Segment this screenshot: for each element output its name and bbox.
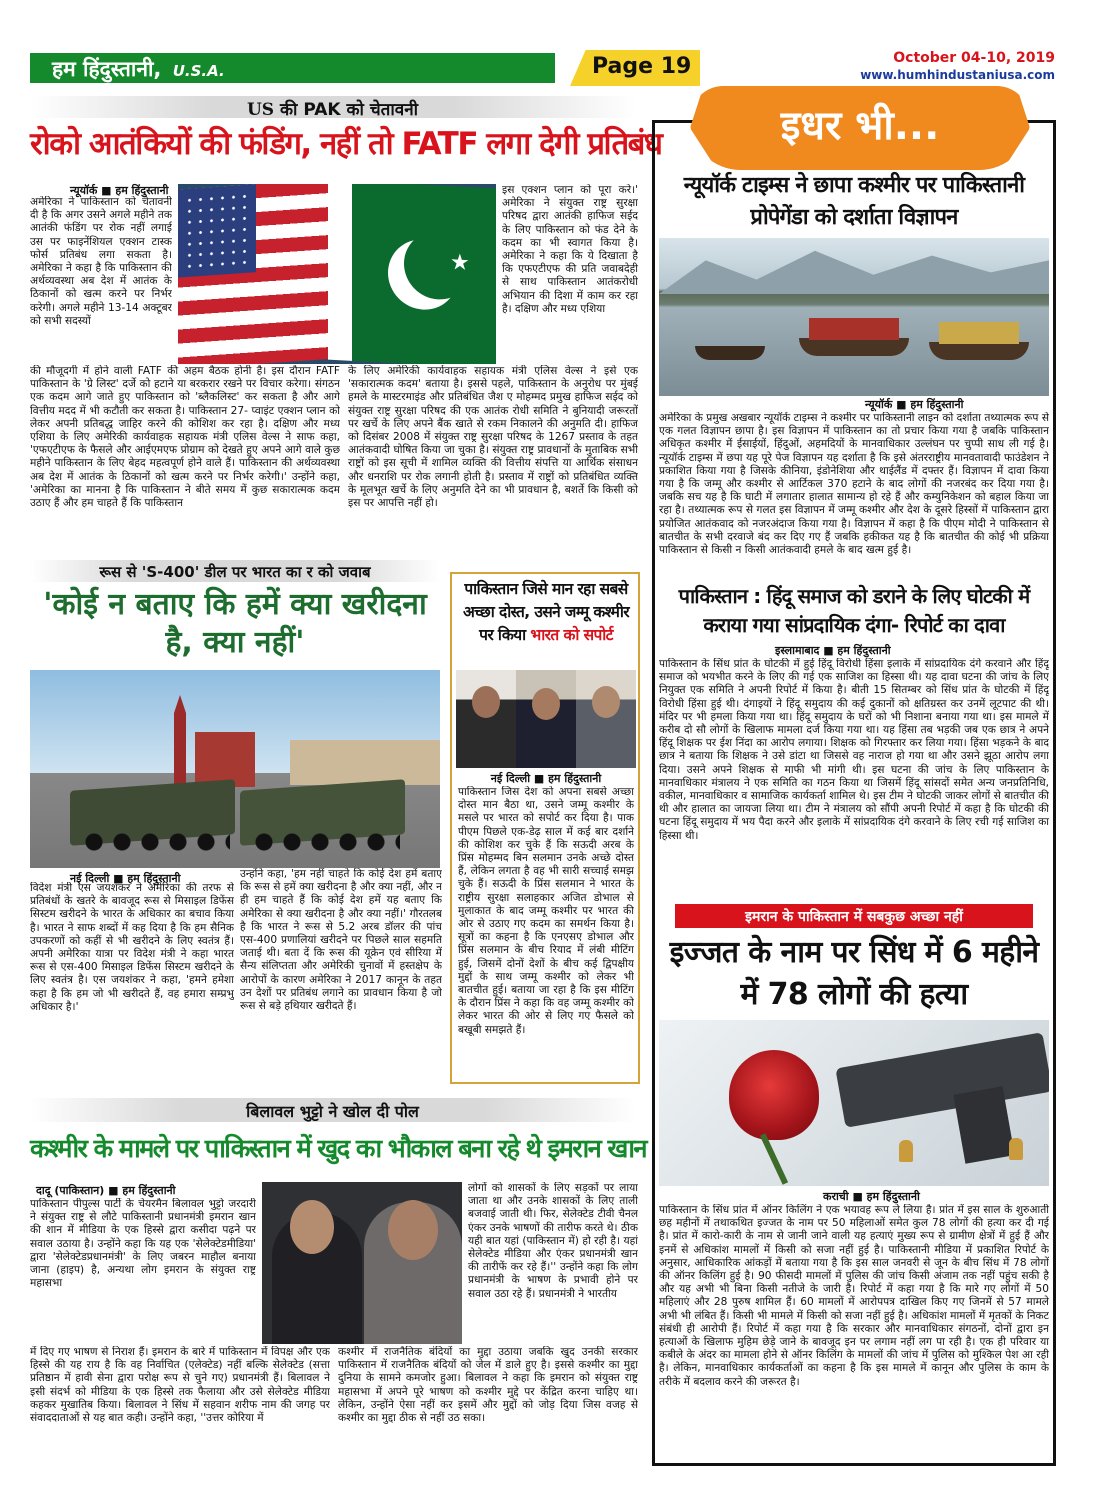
rose-gun-photo: [659, 1020, 1049, 1186]
byline: नई दिल्ली ■ हम हिंदुस्तानी: [490, 772, 602, 785]
body: पाकिस्तान जिस देश को अपना सबसे अच्छा दोस्त मान बैठा था, उसने जम्मू कश्मीर के मसले पर भारत को सपोर्ट कर दिया है। पाक पीएम पिछले एक-डेढ़ साल में कई बार दर्शाने की कोशिश कर चुके हैं कि सऊदी अरब के प्रिंस मोहम्मद बिन सलमान उनके अच्छे दोस्त हैं, लेकिन लगता है वह भी सारी सच्चाई समझ चुके हैं। सऊदी के प्रिंस सलमान ने भारत के राष्ट्रीय सुरक्षा सलाहकार अजित डोभाल से मुलाकात के बाद जम्मू कश्मीर पर भारत की ओर से उठाए गए कदम का समर्थन किया है। सूत्रों का कहना है कि एनएसए डोभाल और प्रिंस सलमान के बीच रियाद में लंबी मीटिंग हुई, जिसमें दोनों देशों के बीच कई द्विपक्षीय मुद्दों के साथ जम्मू कश्मीर को लेकर भी बातचीत हुई। बताया जा रहा है कि इस मीटिंग के दौरान प्रिंस ने कहा कि वह जम्मू कश्मीर को लेकर भारत की ओर से लिए गए फैसले को बखूबी समझते हैं।: [458, 786, 634, 1036]
shikara-boat-1: [695, 346, 765, 360]
imran-khan-figure: [576, 670, 636, 768]
kicker: US की PAK को चेतावनी: [246, 100, 419, 120]
masthead: [30, 50, 1065, 86]
body: पाकिस्तान के सिंध प्रांत में ऑनर किलिंग ने एक भयावह रूप ले लिया है। प्रांत में इस साल के शुरुआती छह महीनों में तथाकथित इज्जत के नाम पर 50 महिलाओं समेत कुल 78 लोगों की हत्या कर दी गई है। प्रांत में कारो-कारी के नाम से जानी जाने वाली यह हत्याएं मुख्य रूप से ग्रामीण क्षेत्रों में हुई हैं और इनमें से अधिकांश मामलों में किसी को सजा नहीं हुई है। पाकिस्तानी मीडिया में प्रकाशित रिपोर्ट के अनुसार, आधिकारिक आंकड़ों में बताया गया है कि इस साल जनवरी से जून के बीच सिंध में 78 लोगों की ऑनर किलिंग हुई है। 90 फीसदी मामलों में पुलिस की जांच किसी अंजाम तक नहीं पहुंच सकी है और यह अभी भी बिना किसी नतीजे के जारी है। रिपोर्ट में कहा गया है कि मारे गए लोगों में 50 महिलाएं और 28 पुरुष शामिल हैं। 60 मामलों में आरोपपत्र दाखिल किए गए जिनमें से 57 मामले अभी भी लंबित हैं। किसी भी मामले में किसी को सजा नहीं हुई है। अधिकांश मामलों में मृतकों के निकट संबंधी ही आरोपी हैं। रिपोर्ट में कहा गया है कि सरकार और मानवाधिकार संगठनों, दोनों द्वारा इन हत्याओं के खिलाफ मुहिम छेड़े जाने के बावजूद इन पर लगाम नहीं लग पा रही है। एक ही परिवार या कबीले के अंदर का मामला होने से ऑनर किलिंग के मामलों की जांच में पुलिस को मुश्किल पेश आ रही है। लेकिन, मानवाधिकार कार्यकर्ताओं का कहना है कि इस मामले में कानून और पुलिस के काम के तरीके में बदलाव करने की जरूरत है।: [659, 1204, 1049, 1388]
headline: 'कोई न बताए कि हमें क्या खरीदना है, क्या नहीं': [43, 587, 427, 660]
dal-lake-photo: [659, 238, 1049, 396]
article-honour-killing: [655, 900, 1053, 1460]
body-column-1: अमेरिका ने पाकिस्तान को चेतावनी दी है कि अगर उसने अगले महीने तक आतंकी फंडिंग पर रोक नहीं लगाई उस पर फाइनेंशियल एक्शन टास्क फोर्स प्रतिबंध लगा सकता है। अमेरिका ने कहा है कि पाकिस्तान की अर्थव्यवस्था अब देश में आतंक के ठिकानों को खत्म करने पर निर्भर करेगी। अगले महीने 13-14 अक्टूबर को सभी सदस्यों: [30, 196, 172, 327]
body: अमेरिका के प्रमुख अखबार न्यूयॉर्क टाइम्स ने कश्मीर पर पाकिस्तानी लाइन को दर्शाता तथ्यात्मक रूप से एक गलत विज्ञापन छापा है। इस विज्ञापन में पाकिस्तान का तो प्रचार किया गया है जबकि पाकिस्तान अधिकृत कश्मीर में ईसाईयों, हिंदुओं, अहमदियों के मानवाधिकार उल्लंघन पर चुप्पी साध ली गई है। न्यूयॉर्क टाइम्स में छपा यह पूरे पेज विज्ञापन यह दर्शाता है कि इसे अंतरराष्ट्रीय मानवतावादी फाउंडेशन ने प्रकाशित किया गया है जिसके कीनिया, इंडोनेशिया और थाईलैंड में दफ्तर हैं। विज्ञापन में दावा किया गया है कि जम्मू और कश्मीर से आर्टिकल 370 हटाने के बाद लोगों की नजरबंद कर दिया गया है। जबकि सच यह है कि घाटी में लगातार हालात सामान्य हो रहे हैं और कम्युनिकेशन को बहाल किया जा रहा है। तथ्यात्मक रूप से गलत इस विज्ञापन में जम्मू कश्मीर और देश के दूसरे हिस्सों में पाकिस्तान द्वारा प्रयोजित आतंकवाद को नजरअंदाज किया गया है। विज्ञापन में कहा है कि पीएम मोदी ने पाकिस्तान से बातचीत के सभी दरवाजे बंद कर दिए गए हैं जबकि हकीकत यह है कि बातचीत की कोई भी प्रक्रिया पाकिस्तान से किसी न किसी आतंकवादी हमले के बाद खत्म हुई है।: [659, 412, 1049, 557]
us-flag-icon: [178, 184, 338, 364]
byline: न्यूयॉर्क ■ हम हिंदुस्तानी: [865, 398, 964, 411]
body-bottom-left: की मौजूदगी में होने वाली FATF की अहम बैठक होनी है। इस दौरान FATF पाकिस्तान के 'ग्रे लिस्ट' दर्जे को हटाने या बरकरार रखने पर विचार करेगा। संगठन एक कदम आगे जाते हुए पाकिस्तान को 'ब्लैकलिस्ट' कर सकता है और आगे वित्तीय मदद में भी कटौती कर सकता है। पाकिस्तान 27- प्वाइंट एक्शन प्लान को लेकर अपनी प्रतिबद्ध जाहिर करने की कोशिश कर रहा है। दक्षिण और मध्य एशिया के लिए अमेरिकी कार्यवाहक सहायक मंत्री एलिस वेल्स ने साफ कहा, 'एफएटीएफ के फैसले और आईएमएफ प्रोग्राम को देखते हुए अपने आगे वाले कुछ महीने पाकिस्तान के लिए बेहद महत्वपूर्ण होने वाले हैं। पाकिस्तान की अर्थव्यवस्था अब देश में आतंक के ठिकानों को खत्म करने पर निर्भर करेगी।' उन्होंने कहा, 'अमेरिका का मानना है कि पाकिस्तान ने बीते समय में कुछ सकारात्मक कदम उठाए हैं और हम चाहते हैं कि पाकिस्तान: [30, 365, 340, 510]
s400-parade-photo: [30, 670, 440, 868]
shikara-boat-2: [799, 338, 909, 356]
article-fatf: [30, 90, 662, 550]
rose-stem: [760, 1133, 788, 1184]
gum-building: [290, 740, 440, 785]
body-column-1: पाकिस्तान पीपुल्स पार्टी के चेयरमैन बिलावल भुट्टो जरदारी ने संयुक्त राष्ट्र से लौटे पाकिस्तानी प्रधानमंत्री इमरान खान की शान में मीडिया के एक हिस्से द्वारा कसीदा पढ़ने पर सवाल उठाया है। उन्होंने कहा कि यह एक 'सेलेक्टेडमीडिया' द्वारा 'सेलेक्टेडप्रधानमंत्री' के लिए जबरन माहौल बनाया जाना (हाइप) है, अन्यथा लोग इमरान के संयुक्त राष्ट्र महासभा: [30, 1198, 256, 1290]
shikara-boat-3: [929, 342, 1029, 360]
politicians-photo: [262, 1182, 462, 1344]
mountains: [659, 246, 1049, 294]
headline: रोको आतंकियों की फंडिंग, नहीं तो FATF लगा देगी प्रतिबंध: [30, 126, 662, 162]
body: पाकिस्तान के सिंध प्रांत के घोटकी में हुई हिंदू विरोधी हिंसा इलाके में सांप्रदायिक दंगे करवाने और हिंदू समाज को भयभीत करने के लिए की गई एक साजिश का हिस्सा थी। यह दावा घटना की जांच के लिए नियुक्त एक समिति ने अपनी रिपोर्ट में किया है। बीती 15 सितम्बर को सिंध प्रांत के घोटकी में हिंदू विरोधी हिंसा हुई थी। दंगाइयों ने हिंदू समुदाय की कई दुकानों को क्षतिग्रस्त कर उनमें लूटपाट की थी। मंदिर पर भी हमला किया गया था। हिंदू समुदाय के घरों को भी निशाना बनाया गया था। इस मामले में करीब दो सौ लोगों के खिलाफ मामला दर्ज किया गया था। यह हिंसा तब भड़की जब एक छात्र ने अपने हिंदू शिक्षक पर ईश निंदा का आरोप लगाया। शिक्षक को गिरफ्तार कर लिया गया। हिंसा भड़कने के बाद छात्र ने बताया कि शिक्षक ने उसे डांटा था जिससे वह नाराज हो गया था और उसने झूठा आरोप लगा दिया। उसने अपने शिक्षक से माफी भी मांगी थी। इस घटना की जांच के लिए पाकिस्तान के मानवाधिकार मंत्रालय ने एक समिति का गठन किया था जिसमें हिंदू सांसदों समेत अन्य जनप्रतिनिधि, वकील, मानवाधिकार व सामाजिक कार्यकर्ता शामिल थे। इस टीम ने घोटकी जाकर लोगों से बातचीत की थी और हालात का जायजा लिया था। टीम ने मंत्रालय को सौंपी अपनी रिपोर्ट में कहा है कि घोटकी की घटना हिंदू समुदाय में भय पैदा करने और इलाके में सांप्रदायिक दंगे करवाने के लिए रची गई साजिश का हिस्सा थी।: [659, 658, 1049, 842]
byline: कराची ■ हम हिंदुस्तानी: [823, 1190, 920, 1203]
bullet-1: [899, 1140, 913, 1162]
headline: कश्मीर के मामले पर पाकिस्तान में खुद का भौकाल बना रहे थे इमरान खान: [30, 1134, 646, 1164]
byline: दादू (पाकिस्तान) ■ हम हिंदुस्तानी: [36, 1184, 176, 1197]
headline: न्यूयॉर्क टाइम्स ने छापा कश्मीर पर पाकिस्तानी प्रोपेगेंडा को दर्शाता विज्ञापन: [683, 173, 1025, 230]
body-column-2: इस एक्शन प्लान को पूरा करे।' अमेरिका ने संयुक्त राष्ट्र सुरक्षा परिषद द्वारा आतंकी हाफिज सईद के लिए पाकिस्तान को फंड देने के कदम का भी स्वागत किया है। अमेरिका ने कहा कि ये दिखाता है कि एफएटीएफ की प्रति जवाबदेही से साथ पाकिस्तान आतंकरोधी अभियान की दिशा में काम कर रहा है। दक्षिण और मध्य एशिया: [502, 184, 638, 315]
article-s400: [30, 556, 440, 886]
banner-text: इधर भी...: [780, 103, 940, 149]
rose-flower: [729, 1050, 819, 1140]
article-bilawal: [30, 1092, 646, 1462]
page-number-label: Page 19: [592, 54, 692, 79]
body-bottom-right: कश्मीर में राजनैतिक बंदियों का मुद्दा उठाया जबकि खुद उनकी सरकार पाकिस्तान में राजनैतिक बंदियों को जेल में डाले हुए है। इससे कश्मीर का मुद्दा दुनिया के सामने कमजोर हुआ। बिलावल ने कहा कि इमरान को संयुक्त राष्ट्र महासभा में अपने पूरे भाषण को कश्मीर मुद्दे पर केंद्रित करना चाहिए था। लेकिन, उन्होंने ऐसा नहीं कर इसमें और मुद्दों को जोड़ दिया जिस वजह से कश्मीर का मुद्दा ठीक से नहीं उठ सका।: [338, 1346, 638, 1425]
prince-salman-figure: [456, 670, 516, 768]
byline: नई दिल्ली ■ हम हिंदुस्तानी: [70, 872, 181, 885]
headline: इज्जत के नाम पर सिंध में 6 महीने में 78 लोगों की हत्या: [669, 935, 1039, 1012]
byline: न्यूयॉर्क ■ हम हिंदुस्तानी: [70, 184, 169, 197]
headline: पाकिस्तान जिसे मान रहा सबसे अच्छा दोस्त, उसने जम्मू कश्मीर पर किया भारत को सपोर्ट: [462, 580, 630, 644]
body-bottom-left: में दिए गए भाषण से निराश हैं। इमरान के बारे में पाकिस्तान में विपक्ष और एक हिस्से की यह राय है कि वह निर्वाचित (एलेक्टेड) नहीं बल्कि सेलेक्टेड (सत्ता प्रतिष्ठान में हावी सेना द्वारा परोक्ष रूप से चुने गए) प्रधानमंत्री हैं। बिलावल ने इसी संदर्भ को मीडिया के एक हिस्से तक फैलाया और उसे सेलेक्टेड मीडिया कहकर मुखातिब किया। बिलावल ने सिंध में सहवान शरीफ नाम की जगह पर संवाददाताओं से यह बात कही। उन्होंने कहा, ''उत्तर कोरिया में: [30, 1346, 330, 1425]
leaders-photo: [456, 670, 636, 768]
masthead-paper-name: हम हिंदुस्तानी, U.S.A.: [52, 57, 225, 81]
s400-body-column-1: विदेश मंत्री एस जयशंकर ने अमेरिका की तरफ से प्रतिबंधों के खतरे के बावजूद रूस से मिसाइल डिफेंस सिस्टम खरीदने के भारत के अधिकार का बचाव किया है। भारत ने साफ शब्दों में कह दिया है कि हम सैनिक उपकरणों को कहीं से भी खरीदने के लिए स्वतंत्र हैं। अपनी अमेरिका यात्रा पर विदेश मंत्री ने कहा भारत रूस से एस-400 मिसाइल डिफेंस सिस्टम खरीदने के लिए स्वतंत्र है। एस जयशंकर ने कहा, 'हमने हमेशा कहा है कि हम जो भी खरीदते हैं, वह हमारा सम्प्रभु अधिकार है।': [30, 882, 234, 1013]
bullet-2: [1009, 1138, 1023, 1160]
kicker: इमरान के पाकिस्तान में सबकुछ अच्छा नहीं: [745, 909, 963, 925]
kicker: बिलावल भुट्टो ने खोल दी पोल: [246, 1102, 419, 1121]
issue-date: October 04-10, 2019: [893, 50, 1055, 66]
body-bottom-right: के लिए अमेरिकी कार्यवाहक सहायक मंत्री एलिस वेल्स ने इसे एक 'सकारात्मक कदम' बताया है। इससे पहले, पाकिस्तान के अनुरोध पर मुंबई हमले के मास्टरमाइंड और प्रतिबंधित जैश ए मोहम्मद प्रमुख हाफिज सईद को संयुक्त राष्ट्र सुरक्षा परिषद की एक आतंक रोधी समिति ने बुनियादी जरूरतों पर खर्चे के लिए अपने बैंक खाते से रकम निकालने की अनुमति दी। हाफिज को दिसंबर 2008 में संयुक्त राष्ट्र सुरक्षा परिषद के 1267 प्रस्ताव के तहत आतंकवादी घोषित किया जा चुका है। संयुक्त राष्ट्र प्रावधानों के मुताबिक सभी राष्ट्रों को इस सूची में शामिल व्यक्ति की वित्तीय संपत्ति या आर्थिक संसाधन और धनराशि पर रोक लगानी होती है। प्रस्ताव में राष्ट्रों को प्रतिबंधित व्यक्ति के मूलभूत खर्चे के लिए अनुमति देने का भी प्रावधान है, बशर्ते कि किसी को इस पर आपत्ति नहीं हो।: [348, 365, 638, 510]
s400-body-column-2: उन्होंने कहा, 'हम नहीं चाहते कि कोई देश हमें बताए कि रूस से हमें क्या खरीदना है और क्या नहीं, और न ही हम चाहते हैं कि कोई देश हमें यह बताए कि अमेरिका से क्या खरीदना है और क्या नहीं।' गौरतलब है कि भारत ने रूस से 5.2 अरब डॉलर की पांच एस-400 प्रणालियां खरीदने पर पिछले साल सहमति जताई थी। बता दें कि रूस की यूक्रेन एवं सीरिया में सैन्य संलिप्तता और अमेरिकी चुनावों में हस्तक्षेप के आरोपों के कारण अमेरिका ने 2017 कानून के तहत उन देशों पर प्रतिबंध लगाने का प्रावधान किया है जो रूस से बड़े हथियार खरीदते हैं।: [240, 868, 442, 1013]
article-ghotki: [655, 582, 1053, 898]
byline: इस्लामाबाद ■ हम हिंदुस्तानी: [775, 644, 891, 657]
red-building: [195, 732, 255, 787]
flags-photo: [178, 184, 496, 364]
headline: पाकिस्तान : हिंदू समाज को डराने के लिए घोटकी में कराया गया सांप्रदायिक दंगा- रिपोर्ट का दावा: [678, 584, 1030, 637]
article-saudi-support: [450, 572, 640, 1084]
article-nyt-ad: [655, 170, 1053, 590]
pistol: [835, 1032, 1049, 1128]
masthead-edition: U.S.A.: [172, 62, 225, 80]
body-column-2: लोगों को शासकों के लिए सड़कों पर लाया जाता था और उनके शासकों के लिए ताली बजवाई जाती थी। फिर, सेलेक्टेड टीवी चैनल एंकर उनके भाषणों की तारीफ करते थे। ठीक यही बात यहां (पाकिस्तान में) हो रही है। यहां सेलेक्टेड मीडिया और एंकर प्रधानमंत्री खान की तारीफें कर रहे हैं।'' उन्होंने कहा कि लोग प्रधानमंत्री के भाषण के प्रभावी होने पर सवाल उठा रहे हैं। प्रधानमंत्री ने भारतीय: [468, 1182, 638, 1300]
website-link[interactable]: www.humhindustaniusa.com: [860, 68, 1055, 82]
pakistan-flag-icon: ★: [328, 184, 496, 364]
kremlin-tower: [165, 695, 195, 785]
kicker: रूस से 'S-400' डील पर भारत का र को जवाब: [99, 563, 371, 581]
